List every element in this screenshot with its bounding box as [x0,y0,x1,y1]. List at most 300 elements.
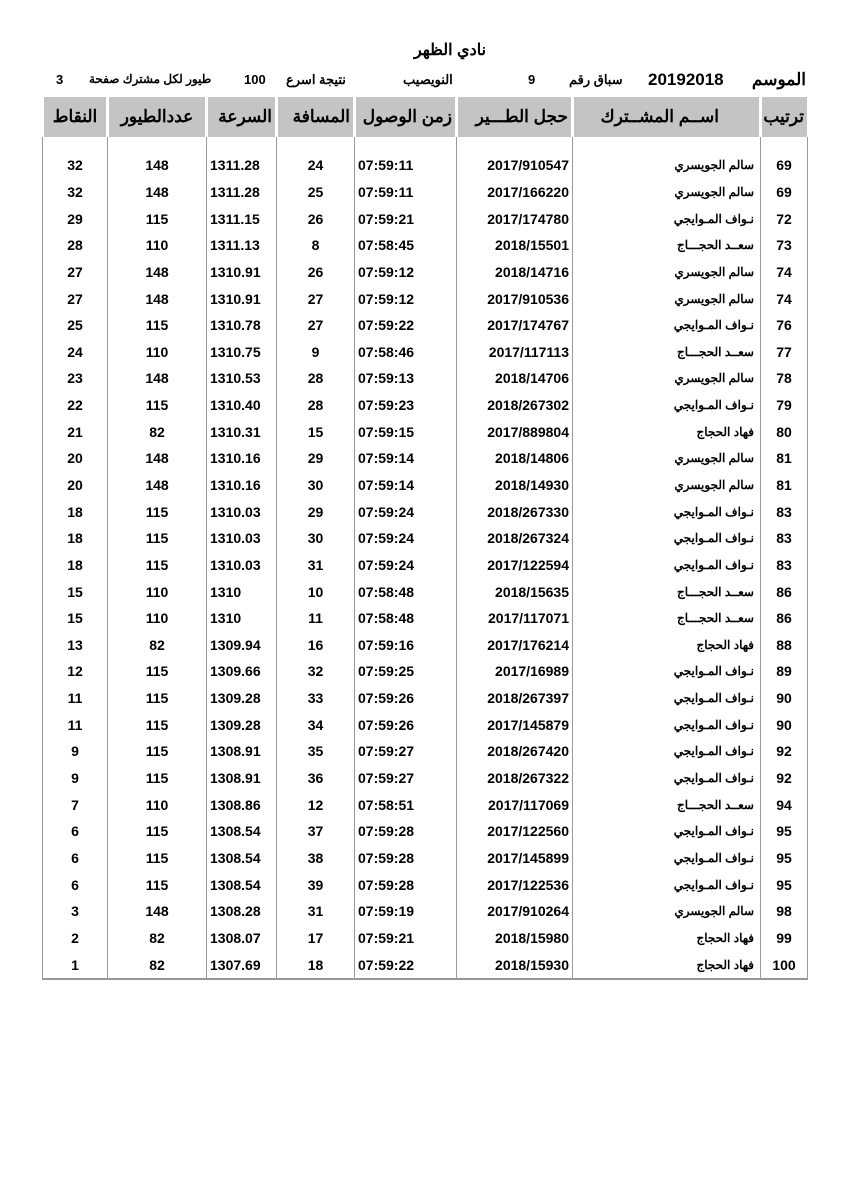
cell-rank: 78 [761,365,808,392]
cell-points: 23 [43,365,108,392]
cell-points: 9 [43,765,108,792]
cell-distance: 27 [277,285,355,312]
cell-bird-count: 115 [108,312,207,339]
cell-bird-count: 115 [108,738,207,765]
cell-speed: 1308.07 [207,925,277,952]
cell-arrival-time: 07:59:28 [355,818,457,845]
fastest-value: 100 [244,72,266,87]
cell-distance: 26 [277,259,355,286]
cell-rank: 80 [761,418,808,445]
cell-points: 20 [43,445,108,472]
cell-speed: 1308.54 [207,871,277,898]
cell-points: 1 [43,951,108,979]
cell-rank: 69 [761,179,808,206]
cell-points: 9 [43,738,108,765]
cell-member-name: سالم الجويسري [573,898,761,925]
cell-distance: 31 [277,552,355,579]
cell-bird-count: 115 [108,658,207,685]
cell-member-name: نـواف المـوايجي [573,498,761,525]
cell-rank: 95 [761,845,808,872]
cell-ring-number: 2018/15930 [457,951,573,979]
cell-ring-number: 2017/16989 [457,658,573,685]
cell-member-name: فهاد الحجاج [573,951,761,979]
cell-ring-number: 2018/14716 [457,259,573,286]
cell-points: 2 [43,925,108,952]
cell-points: 12 [43,658,108,685]
table-row [43,632,808,659]
table-row [43,951,808,979]
cell-rank: 73 [761,232,808,259]
cell-ring-number: 2017/117069 [457,791,573,818]
cell-bird-count: 115 [108,552,207,579]
cell-rank: 95 [761,818,808,845]
cell-bird-count: 148 [108,259,207,286]
cell-member-name: سعــد الحجـــاج [573,578,761,605]
cell-speed: 1310.03 [207,498,277,525]
cell-arrival-time: 07:59:25 [355,658,457,685]
cell-member-name: نـواف المـوايجي [573,312,761,339]
table-row [43,418,808,445]
cell-rank: 81 [761,472,808,499]
cell-speed: 1309.28 [207,711,277,738]
cell-speed: 1311.15 [207,205,277,232]
cell-ring-number: 2018/15635 [457,578,573,605]
race-label: سباق رقم [569,72,623,87]
cell-bird-count: 115 [108,845,207,872]
cell-member-name: نـواف المـوايجي [573,525,761,552]
cell-member-name: سالم الجويسري [573,179,761,206]
cell-arrival-time: 07:58:46 [355,338,457,365]
cell-ring-number: 2017/122594 [457,552,573,579]
cell-bird-count: 115 [108,711,207,738]
cell-speed: 1310 [207,605,277,632]
cell-speed: 1308.28 [207,898,277,925]
cell-ring-number: 2017/145879 [457,711,573,738]
cell-member-name: نـواف المـوايجي [573,392,761,419]
cell-points: 29 [43,205,108,232]
cell-bird-count: 110 [108,791,207,818]
cell-ring-number: 2017/910536 [457,285,573,312]
cell-points: 27 [43,285,108,312]
table-row [43,898,808,925]
race-value: 9 [528,72,536,87]
cell-ring-number: 2017/145899 [457,845,573,872]
cell-arrival-time: 07:59:14 [355,472,457,499]
cell-speed: 1307.69 [207,951,277,979]
cell-ring-number: 2018/14930 [457,472,573,499]
cell-distance: 35 [277,738,355,765]
cell-rank: 94 [761,791,808,818]
cell-ring-number: 2018/267324 [457,525,573,552]
cell-arrival-time: 07:59:22 [355,951,457,979]
cell-distance: 26 [277,205,355,232]
table-row [43,312,808,339]
cell-distance: 15 [277,418,355,445]
cell-distance: 29 [277,445,355,472]
cell-ring-number: 2017/174780 [457,205,573,232]
club-title: نادي الظهر [413,42,487,59]
table-row [43,498,808,525]
table-row [43,472,808,499]
cell-member-name: فهاد الحجاج [573,632,761,659]
table-row [43,552,808,579]
col-arrival-time: زمن الوصول [355,97,457,137]
table-row [43,338,808,365]
cell-arrival-time: 07:59:26 [355,685,457,712]
cell-points: 21 [43,418,108,445]
cell-points: 13 [43,632,108,659]
table-row [43,818,808,845]
cell-ring-number: 2018/267302 [457,392,573,419]
cell-ring-number: 2017/117071 [457,605,573,632]
season-value: 20192018 [648,70,724,89]
cell-bird-count: 115 [108,871,207,898]
table-row [43,285,808,312]
cell-bird-count: 115 [108,392,207,419]
table-row [43,791,808,818]
table-row [43,738,808,765]
cell-member-name: نـواف المـوايجي [573,658,761,685]
cell-bird-count: 115 [108,525,207,552]
cell-distance: 39 [277,871,355,898]
cell-ring-number: 2018/267322 [457,765,573,792]
cell-distance: 28 [277,392,355,419]
cell-points: 25 [43,312,108,339]
cell-rank: 76 [761,312,808,339]
table-row [43,711,808,738]
cell-distance: 38 [277,845,355,872]
table-row [43,232,808,259]
cell-rank: 79 [761,392,808,419]
table-row [43,365,808,392]
cell-points: 18 [43,525,108,552]
cell-member-name: نـواف المـوايجي [573,871,761,898]
cell-speed: 1309.66 [207,658,277,685]
cell-member-name: سعــد الحجـــاج [573,791,761,818]
cell-rank: 100 [761,951,808,979]
cell-rank: 86 [761,578,808,605]
cell-bird-count: 82 [108,925,207,952]
cell-bird-count: 148 [108,152,207,179]
cell-speed: 1309.94 [207,632,277,659]
cell-distance: 18 [277,951,355,979]
cell-bird-count: 115 [108,205,207,232]
col-points: النقاط [43,97,108,137]
cell-rank: 72 [761,205,808,232]
cell-member-name: سعــد الحجـــاج [573,232,761,259]
cell-bird-count: 110 [108,578,207,605]
cell-speed: 1310.91 [207,285,277,312]
cell-rank: 83 [761,525,808,552]
cell-member-name: فهاد الحجاج [573,925,761,952]
table-row [43,605,808,632]
cell-points: 11 [43,711,108,738]
cell-ring-number: 2017/889804 [457,418,573,445]
cell-speed: 1308.54 [207,845,277,872]
cell-distance: 32 [277,658,355,685]
cell-distance: 9 [277,338,355,365]
cell-distance: 30 [277,525,355,552]
cell-bird-count: 148 [108,285,207,312]
cell-bird-count: 148 [108,365,207,392]
cell-distance: 10 [277,578,355,605]
table-row [43,205,808,232]
cell-points: 6 [43,871,108,898]
cell-rank: 90 [761,685,808,712]
cell-points: 22 [43,392,108,419]
cell-speed: 1311.28 [207,179,277,206]
cell-arrival-time: 07:59:27 [355,765,457,792]
per-member-label: طيور لكل مشترك صفحة [89,72,212,86]
cell-rank: 98 [761,898,808,925]
cell-bird-count: 148 [108,445,207,472]
cell-speed: 1310.53 [207,365,277,392]
cell-points: 18 [43,552,108,579]
cell-ring-number: 2018/14806 [457,445,573,472]
cell-points: 15 [43,605,108,632]
cell-member-name: سالم الجويسري [573,152,761,179]
col-ring: حجل الطـــير [457,97,573,137]
cell-speed: 1308.86 [207,791,277,818]
cell-points: 27 [43,259,108,286]
cell-distance: 33 [277,685,355,712]
cell-member-name: نـواف المـوايجي [573,765,761,792]
cell-distance: 37 [277,818,355,845]
cell-arrival-time: 07:58:45 [355,232,457,259]
table-row [43,871,808,898]
cell-speed: 1310.16 [207,472,277,499]
cell-arrival-time: 07:59:11 [355,179,457,206]
cell-speed: 1309.28 [207,685,277,712]
cell-arrival-time: 07:59:27 [355,738,457,765]
cell-arrival-time: 07:59:19 [355,898,457,925]
cell-arrival-time: 07:58:48 [355,578,457,605]
cell-distance: 11 [277,605,355,632]
cell-arrival-time: 07:58:48 [355,605,457,632]
cell-points: 11 [43,685,108,712]
cell-rank: 77 [761,338,808,365]
cell-points: 15 [43,578,108,605]
table-row [43,925,808,952]
cell-arrival-time: 07:59:28 [355,845,457,872]
cell-member-name: نـواف المـوايجي [573,845,761,872]
cell-distance: 36 [277,765,355,792]
cell-member-name: نـواف المـوايجي [573,818,761,845]
cell-points: 6 [43,845,108,872]
cell-speed: 1308.91 [207,738,277,765]
col-distance: المسافة [277,97,355,137]
table-body [43,137,808,979]
cell-arrival-time: 07:59:24 [355,552,457,579]
results-table [41,97,808,980]
cell-ring-number: 2017/122560 [457,818,573,845]
cell-points: 32 [43,152,108,179]
table-row [43,152,808,179]
cell-speed: 1311.28 [207,152,277,179]
cell-speed: 1310.31 [207,418,277,445]
cell-distance: 28 [277,365,355,392]
cell-arrival-time: 07:59:26 [355,711,457,738]
cell-bird-count: 148 [108,179,207,206]
cell-speed: 1311.13 [207,232,277,259]
cell-ring-number: 2017/910264 [457,898,573,925]
cell-bird-count: 110 [108,338,207,365]
cell-points: 20 [43,472,108,499]
cell-speed: 1310.75 [207,338,277,365]
cell-bird-count: 148 [108,472,207,499]
cell-rank: 74 [761,259,808,286]
cell-points: 28 [43,232,108,259]
cell-member-name: سالم الجويسري [573,365,761,392]
cell-member-name: نـواف المـوايجي [573,711,761,738]
cell-speed: 1310.03 [207,525,277,552]
cell-rank: 89 [761,658,808,685]
cell-points: 32 [43,179,108,206]
cell-bird-count: 110 [108,605,207,632]
cell-distance: 27 [277,312,355,339]
cell-rank: 95 [761,871,808,898]
cell-rank: 74 [761,285,808,312]
table-row [43,845,808,872]
cell-ring-number: 2017/176214 [457,632,573,659]
cell-speed: 1310 [207,578,277,605]
cell-arrival-time: 07:59:24 [355,498,457,525]
col-speed: السرعة [207,97,277,137]
table-row [43,259,808,286]
cell-bird-count: 148 [108,898,207,925]
cell-arrival-time: 07:59:23 [355,392,457,419]
cell-member-name: فهاد الحجاج [573,418,761,445]
cell-member-name: نـواف المـوايجي [573,738,761,765]
cell-member-name: نـواف المـوايجي [573,552,761,579]
cell-points: 24 [43,338,108,365]
cell-speed: 1310.40 [207,392,277,419]
cell-speed: 1308.54 [207,818,277,845]
cell-rank: 69 [761,152,808,179]
cell-rank: 90 [761,711,808,738]
cell-ring-number: 2017/117113 [457,338,573,365]
cell-points: 3 [43,898,108,925]
cell-bird-count: 115 [108,818,207,845]
header-row [43,97,808,137]
cell-bird-count: 82 [108,632,207,659]
cell-ring-number: 2017/122536 [457,871,573,898]
cell-ring-number: 2018/267397 [457,685,573,712]
cell-ring-number: 2017/910547 [457,152,573,179]
cell-arrival-time: 07:59:21 [355,925,457,952]
cell-arrival-time: 07:58:51 [355,791,457,818]
cell-bird-count: 110 [108,232,207,259]
cell-points: 6 [43,818,108,845]
cell-speed: 1308.91 [207,765,277,792]
cell-arrival-time: 07:59:24 [355,525,457,552]
cell-arrival-time: 07:59:13 [355,365,457,392]
cell-arrival-time: 07:59:16 [355,632,457,659]
col-bird-count: عددالطيور [108,97,207,137]
cell-rank: 81 [761,445,808,472]
cell-distance: 34 [277,711,355,738]
table-row [43,392,808,419]
cell-bird-count: 82 [108,951,207,979]
cell-distance: 31 [277,898,355,925]
cell-distance: 30 [277,472,355,499]
cell-points: 18 [43,498,108,525]
cell-arrival-time: 07:59:28 [355,871,457,898]
cell-ring-number: 2018/15980 [457,925,573,952]
cell-member-name: سعــد الحجـــاج [573,338,761,365]
cell-rank: 83 [761,498,808,525]
cell-member-name: سالم الجويسري [573,445,761,472]
cell-ring-number: 2018/15501 [457,232,573,259]
cell-speed: 1310.78 [207,312,277,339]
cell-ring-number: 2017/166220 [457,179,573,206]
cell-ring-number: 2018/267420 [457,738,573,765]
table-row [43,765,808,792]
cell-member-name: نـواف المـوايجي [573,685,761,712]
cell-member-name: سعــد الحجـــاج [573,605,761,632]
cell-distance: 16 [277,632,355,659]
cell-arrival-time: 07:59:11 [355,152,457,179]
col-member-name: اســم المشــترك [573,97,761,137]
cell-ring-number: 2017/174767 [457,312,573,339]
table-row [43,658,808,685]
cell-arrival-time: 07:59:12 [355,285,457,312]
cell-member-name: نـواف المـوايجي [573,205,761,232]
cell-member-name: سالم الجويسري [573,259,761,286]
cell-rank: 92 [761,738,808,765]
cell-ring-number: 2018/267330 [457,498,573,525]
cell-ring-number: 2018/14706 [457,365,573,392]
cell-bird-count: 115 [108,765,207,792]
cell-arrival-time: 07:59:14 [355,445,457,472]
table-row [43,525,808,552]
col-rank: ترتيب [761,97,808,137]
cell-distance: 8 [277,232,355,259]
cell-arrival-time: 07:59:22 [355,312,457,339]
cell-rank: 83 [761,552,808,579]
cell-bird-count: 82 [108,418,207,445]
cell-distance: 24 [277,152,355,179]
cell-speed: 1310.03 [207,552,277,579]
table-row [43,578,808,605]
cell-rank: 92 [761,765,808,792]
cell-arrival-time: 07:59:15 [355,418,457,445]
cell-bird-count: 115 [108,498,207,525]
fastest-label: نتيجة اسرع [286,72,346,87]
cell-rank: 88 [761,632,808,659]
cell-distance: 29 [277,498,355,525]
cell-distance: 12 [277,791,355,818]
cell-rank: 86 [761,605,808,632]
cell-member-name: سالم الجويسري [573,285,761,312]
cell-bird-count: 115 [108,685,207,712]
cell-speed: 1310.91 [207,259,277,286]
location: النويصيب [403,72,453,87]
table-row [43,445,808,472]
season-label: الموسم [751,70,806,89]
cell-distance: 17 [277,925,355,952]
cell-distance: 25 [277,179,355,206]
cell-rank: 99 [761,925,808,952]
cell-arrival-time: 07:59:12 [355,259,457,286]
page-number: 3 [56,72,64,87]
cell-member-name: سالم الجويسري [573,472,761,499]
table-row [43,685,808,712]
cell-speed: 1310.16 [207,445,277,472]
cell-arrival-time: 07:59:21 [355,205,457,232]
cell-points: 7 [43,791,108,818]
table-row [43,179,808,206]
